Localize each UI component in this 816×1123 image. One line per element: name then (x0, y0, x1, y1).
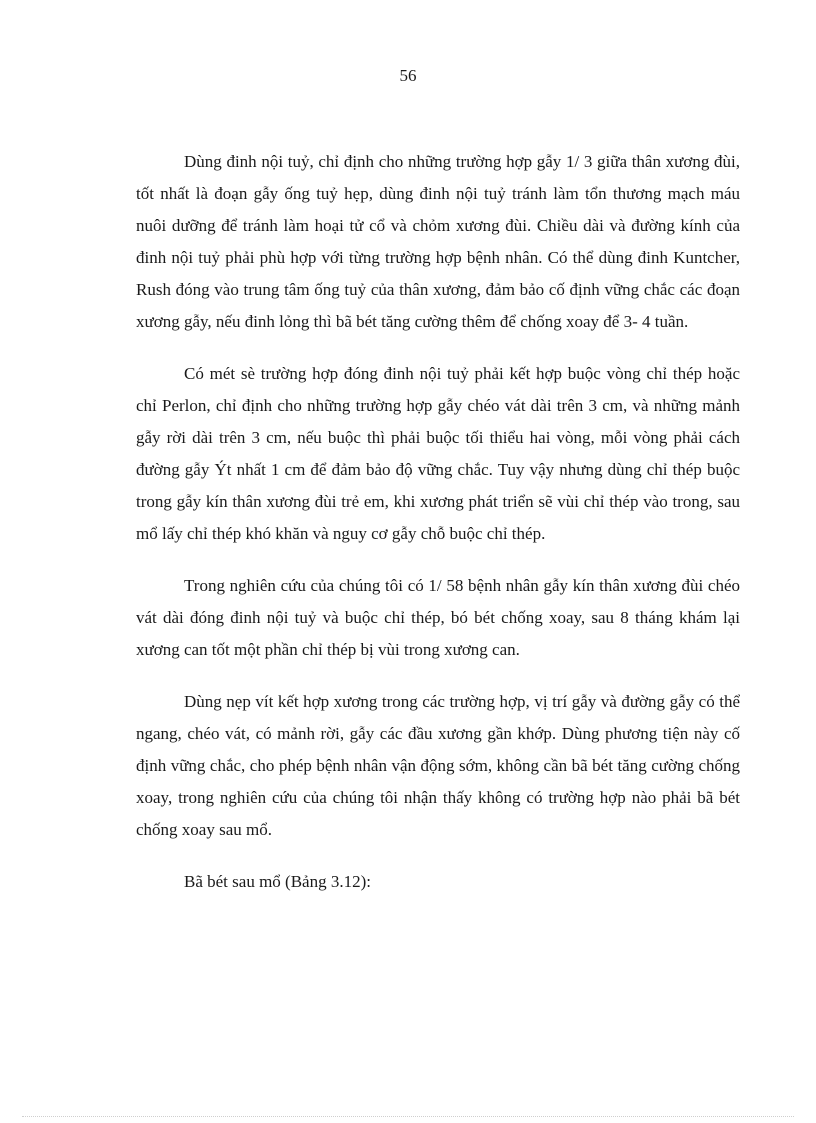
paragraph-wire-cerclage: Có mét sè trường hợp đóng đinh nội tuỷ phải kết hợp buộc vòng chỉ thép hoặc chỉ Perlon, chỉ định cho những trường hợp gẫy chéo vát dài trên 3 cm, và những mảnh gẫy rời dài trên 3 cm, nếu buộc thì phải buộc tối thiểu hai vòng, mỗi vòng phải cách đường gẫy Ýt nhất 1 cm để đảm bảo độ vững chắc. Tuy vậy nhưng dùng chỉ thép buộc trong gẫy kín thân xương đùi trẻ em, khi xương phát triển sẽ vùi chỉ thép vào trong, sau mổ lấy chỉ thép khó khăn và nguy cơ gẫy chỗ buộc chỉ thép. (136, 364, 740, 543)
body-text (136, 146, 740, 918)
paragraph-intramedullary-nail: Dùng đinh nội tuỷ, chỉ định cho những trường hợp gẫy 1/ 3 giữa thân xương đùi, tốt nhất là đoạn gẫy ống tuỷ hẹp, dùng đinh nội tuỷ tránh làm tổn thương mạch máu nuôi dưỡng để tránh làm hoại tử cổ và chỏm xương đùi. Chiều dài và đường kính của đinh nội tuỷ phải phù hợp với từng trường hợp bệnh nhân. Có thể dùng đinh Kuntcher, Rush đóng vào trung tâm ống tuỷ của thân xương, đảm bảo cố định vững chắc các đoạn xương gẫy, nếu đinh lỏng thì bã bét tăng cường thêm để chống xoay để 3- 4 tuần. (136, 152, 740, 331)
paragraph-plate-screw: Dùng nẹp vít kết hợp xương trong các trường hợp, vị trí gẫy và đường gẫy có thể ngang, chéo vát, có mảnh rời, gẫy các đầu xương gần khớp. Dùng phương tiện này cố định vững chắc, cho phép bệnh nhân vận động sớm, không cần bã bét tăng cường chống xoay, trong nghiên cứu của chúng tôi nhận thấy không có trường hợp nào phải bã bét chống xoay sau mổ. (136, 692, 740, 839)
page-number: 56 (399, 66, 417, 85)
paragraph-study-case: Trong nghiên cứu của chúng tôi có 1/ 58 bệnh nhân gẫy kín thân xương đùi chéo vát dài đóng đinh nội tuỷ và buộc chỉ thép, bó bét chống xoay, sau 8 tháng khám lại xương can tốt một phần chỉ thép bị vùi trong xương can. (136, 576, 740, 659)
page-bottom-divider (22, 1116, 794, 1117)
table-reference: Bã bét sau mổ (Bảng 3.12): (184, 872, 371, 891)
